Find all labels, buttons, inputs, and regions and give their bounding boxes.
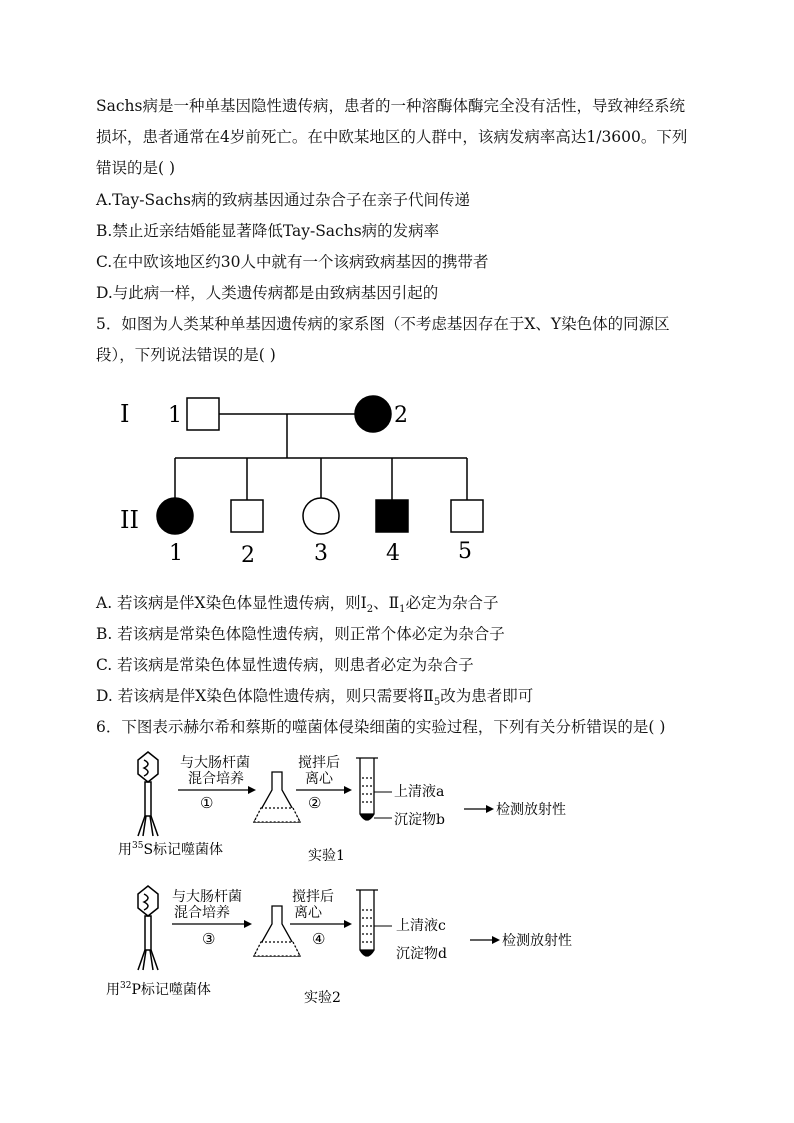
exp2-arrow2-head bbox=[344, 920, 352, 928]
experiment-2-figure bbox=[106, 880, 610, 1006]
q5-option-d bbox=[96, 686, 533, 713]
exp1-step1-top: 与大肠杆菌 bbox=[180, 755, 250, 771]
phage-icon bbox=[138, 752, 158, 836]
exp2-arrow1-head bbox=[244, 920, 252, 928]
gen2-ind4-male-affected bbox=[376, 500, 408, 532]
gen2-ind3-number: 3 bbox=[314, 541, 328, 566]
q5-option-d-end: 改为患者即可 bbox=[440, 687, 534, 705]
exp1-detect-label: 检测放射性 bbox=[496, 802, 566, 818]
gen2-ind2-male-unaffected bbox=[231, 500, 263, 532]
generation-2-label: II bbox=[120, 506, 139, 534]
exp2-step1-num: ③ bbox=[202, 930, 216, 948]
exp2-step2-mid: 离心 bbox=[294, 905, 322, 921]
exp1-phage-label: 用$^{35}$S标记噬菌体 bbox=[118, 841, 224, 858]
q5-option-a-end: 必定为杂合子 bbox=[405, 594, 499, 612]
exp2-arrow3-head bbox=[492, 936, 500, 944]
centrifuge-tube-icon bbox=[356, 890, 378, 956]
exp2-step1-mid: 混合培养 bbox=[174, 905, 230, 921]
q4-stem-line3: 错误的是( ) bbox=[96, 159, 176, 177]
phage-icon bbox=[138, 886, 158, 970]
gen1-ind2-number: 2 bbox=[394, 403, 408, 428]
q5-option-a-mid: 、Ⅱ bbox=[373, 594, 400, 612]
exp2-detect-label: 检测放射性 bbox=[502, 933, 572, 949]
pedigree-chart bbox=[110, 388, 510, 568]
exp1-step1-num: ① bbox=[200, 794, 214, 812]
exp1-title: 实验1 bbox=[308, 848, 345, 864]
q5-option-a-text: A. 若该病是伴X染色体显性遗传病，则Ⅰ bbox=[96, 594, 367, 612]
q5-option-a-sub2: 1 bbox=[399, 604, 406, 616]
flask-icon bbox=[254, 772, 300, 822]
experiment-1-figure bbox=[110, 750, 610, 870]
exp2-title: 实验2 bbox=[304, 990, 341, 1006]
exp2-step1-top: 与大肠杆菌 bbox=[172, 889, 242, 905]
exp1-arrow3-head bbox=[486, 805, 494, 813]
generation-1-label: I bbox=[120, 400, 130, 428]
q5-option-d-sub: 5 bbox=[433, 697, 441, 709]
gen1-ind2-female-affected bbox=[355, 396, 391, 432]
q4-option-c: C.在中欧该地区约30人中就有一个该病致病基因的携带者 bbox=[96, 253, 489, 271]
exp2-phage-label: 用$^{32}$P标记噬菌体 bbox=[106, 981, 211, 998]
gen2-ind2-number: 2 bbox=[241, 543, 255, 568]
q4-stem-line2: 损坏，患者通常在4岁前死亡。在中欧某地区的人群中，该病发病率高达1/3600。下列 bbox=[96, 128, 688, 146]
gen2-ind3-female-unaffected bbox=[303, 498, 339, 534]
centrifuge-tube-icon bbox=[356, 758, 378, 820]
q5-option-a bbox=[96, 593, 499, 620]
gen1-ind1-number: 1 bbox=[168, 403, 182, 428]
gen2-ind5-number: 5 bbox=[458, 539, 472, 564]
gen2-ind1-number: 1 bbox=[169, 541, 183, 566]
q5-stem-line1: 5．如图为人类某种单基因遗传病的家系图（不考虑基因存在于X、Y染色体的同源区 bbox=[96, 315, 670, 333]
q4-option-b: B.禁止近亲结婚能显著降低Tay-Sachs病的发病率 bbox=[96, 222, 440, 240]
exp1-supernatant-label: 上清液a bbox=[394, 784, 445, 800]
exp1-arrow2-head bbox=[344, 786, 352, 794]
exp1-step2-mid: 离心 bbox=[305, 771, 333, 787]
q4-option-a: A.Tay-Sachs病的致病基因通过杂合子在亲子代间传递 bbox=[96, 191, 470, 209]
q4-stem-line1: Sachs病是一种单基因隐性遗传病，患者的一种溶酶体酶完全没有活性，导致神经系统 bbox=[96, 97, 685, 115]
gen2-ind4-number: 4 bbox=[386, 541, 400, 566]
exp2-supernatant-label: 上清液c bbox=[396, 918, 446, 934]
q5-option-c: C. 若该病是常染色体显性遗传病，则患者必定为杂合子 bbox=[96, 656, 474, 674]
q5-option-a-sub1: 2 bbox=[366, 604, 374, 616]
q5-option-d-text: D. 若该病是伴X染色体隐性遗传病，则只需要将Ⅱ bbox=[96, 687, 434, 705]
exp1-step2-top: 搅拌后 bbox=[298, 755, 340, 771]
q5-stem-line2: 段），下列说法错误的是( ) bbox=[96, 346, 276, 364]
q4-option-d: D.与此病一样，人类遗传病都是由致病基因引起的 bbox=[96, 284, 439, 302]
q6-stem: 6．下图表示赫尔希和蔡斯的噬菌体侵染细菌的实验过程，下列有关分析错误的是( ) bbox=[96, 718, 666, 736]
gen2-ind1-female-affected bbox=[157, 498, 193, 534]
exp1-sediment-label: 沉淀物b bbox=[394, 812, 445, 828]
exp1-step2-num: ② bbox=[308, 794, 322, 812]
gen1-ind1-male-unaffected bbox=[187, 398, 219, 430]
exp1-step1-mid: 混合培养 bbox=[188, 771, 244, 787]
exp2-step2-num: ④ bbox=[312, 930, 326, 948]
exp2-step2-top: 搅拌后 bbox=[292, 889, 334, 905]
exp1-arrow1-head bbox=[248, 786, 256, 794]
gen2-ind5-male-unaffected bbox=[451, 500, 483, 532]
q5-option-b: B. 若该病是常染色体隐性遗传病，则正常个体必定为杂合子 bbox=[96, 625, 505, 643]
exp2-sediment-label: 沉淀物d bbox=[396, 946, 447, 962]
